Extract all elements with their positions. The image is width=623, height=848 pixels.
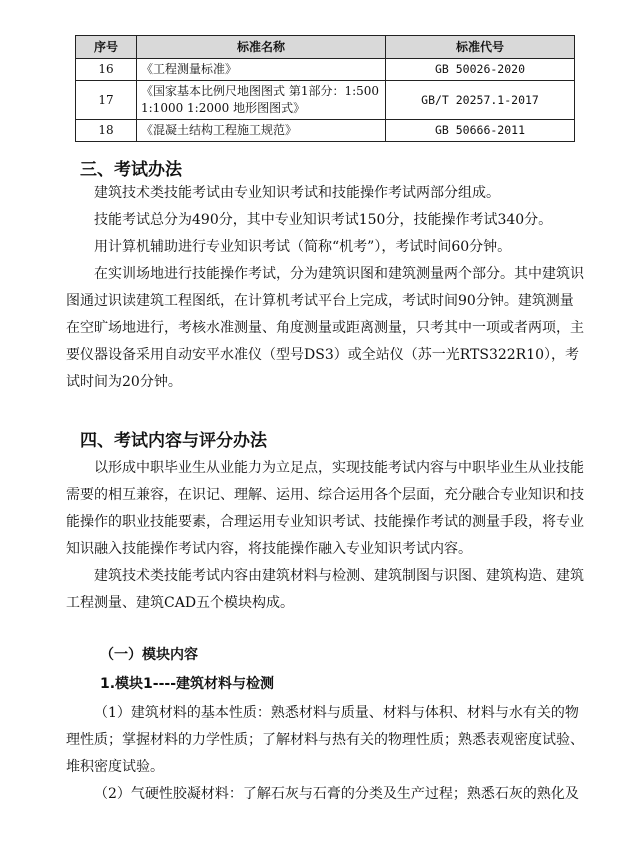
text-line: 能操作的职业技能要素，合理运用专业知识考试、技能操作考试的测量手段，将专业 (66, 514, 584, 530)
text-line: 图通过识读建筑工程图纸，在计算机考试平台上完成，考试时间90分钟。建筑测量 (66, 293, 574, 309)
row-name (137, 81, 386, 120)
col-header-name: 标准名称 (137, 36, 386, 59)
row-name: 《工程测量标准》 (137, 59, 386, 81)
table-header-row (76, 36, 575, 59)
text-line: 在实训场地进行技能操作考试，分为建筑识图和建筑测量两个部分。其中建筑识 (94, 266, 584, 282)
row-name-line: 《国家基本比例尺地图图式 第1部分：1:500 (141, 84, 380, 98)
table-row (76, 81, 575, 120)
text-line: 试时间为20分钟。 (66, 374, 182, 390)
paragraph (66, 700, 586, 808)
text-line: （1）建筑材料的基本性质：熟悉材料与质量、材料与体积、材料与水有关的物 (94, 705, 579, 721)
row-code: GB 50026-2020 (386, 59, 575, 81)
module-heading: 1.模块1----建筑材料与检测 (100, 676, 275, 692)
standards-table (75, 35, 575, 142)
section-heading-exam-method: 三、考试办法 (80, 160, 182, 180)
paragraph (66, 180, 586, 396)
text-line: （2）气硬性胶凝材料：了解石灰与石膏的分类及生产过程；熟悉石灰的熟化及 (94, 786, 579, 802)
row-code: GB/T 20257.1-2017 (386, 81, 575, 120)
row-name: 《混凝土结构工程施工规范》 (137, 120, 386, 142)
text-line: 堆积密度试验。 (66, 759, 164, 775)
text-line: 用计算机辅助进行专业知识考试（简称“机考”），考试时间60分钟。 (94, 239, 512, 255)
text-line: 要仪器设备采用自动安平水准仪（型号DS3）或全站仪（苏一光RTS322R10），考 (66, 347, 580, 363)
table-row (76, 120, 575, 142)
text-line: 知识融入技能操作考试内容，将技能操作融入专业知识考试内容。 (66, 541, 472, 557)
text-line: 建筑技术类技能考试由专业知识考试和技能操作考试两部分组成。 (94, 185, 500, 201)
col-header-number: 序号 (76, 36, 137, 59)
row-number: 18 (76, 120, 137, 142)
text-line: 需要的相互兼容，在识记、理解、运用、综合运用各个层面，充分融合专业知识和技 (66, 487, 584, 503)
col-header-code: 标准代号 (386, 36, 575, 59)
row-name-line: 1:1000 1:2000 地形图图式》 (141, 101, 306, 115)
row-number: 17 (76, 81, 137, 120)
text-line: 以形成中职毕业生从业能力为立足点，实现技能考试内容与中职毕业生从业技能 (94, 460, 584, 476)
text-line: 在空旷场地进行，考核水准测量、角度测量或距离测量，只考其中一项或者两项，主 (66, 320, 584, 336)
row-number: 16 (76, 59, 137, 81)
row-code: GB 50666-2011 (386, 120, 575, 142)
text-line: 技能考试总分为490分，其中专业知识考试150分，技能操作考试340分。 (94, 212, 553, 228)
text-line: 工程测量、建筑CAD五个模块构成。 (66, 595, 295, 611)
text-line: 理性质；掌握材料的力学性质；了解材料与热有关的物理性质；熟悉表观密度试验、 (66, 732, 584, 748)
table-row (76, 59, 575, 81)
paragraph (66, 455, 586, 617)
text-line: 建筑技术类技能考试内容由建筑材料与检测、建筑制图与识图、建筑构造、建筑 (94, 568, 584, 584)
section-heading-exam-content: 四、考试内容与评分办法 (80, 431, 267, 451)
subsection-heading: （一）模块内容 (100, 647, 198, 663)
